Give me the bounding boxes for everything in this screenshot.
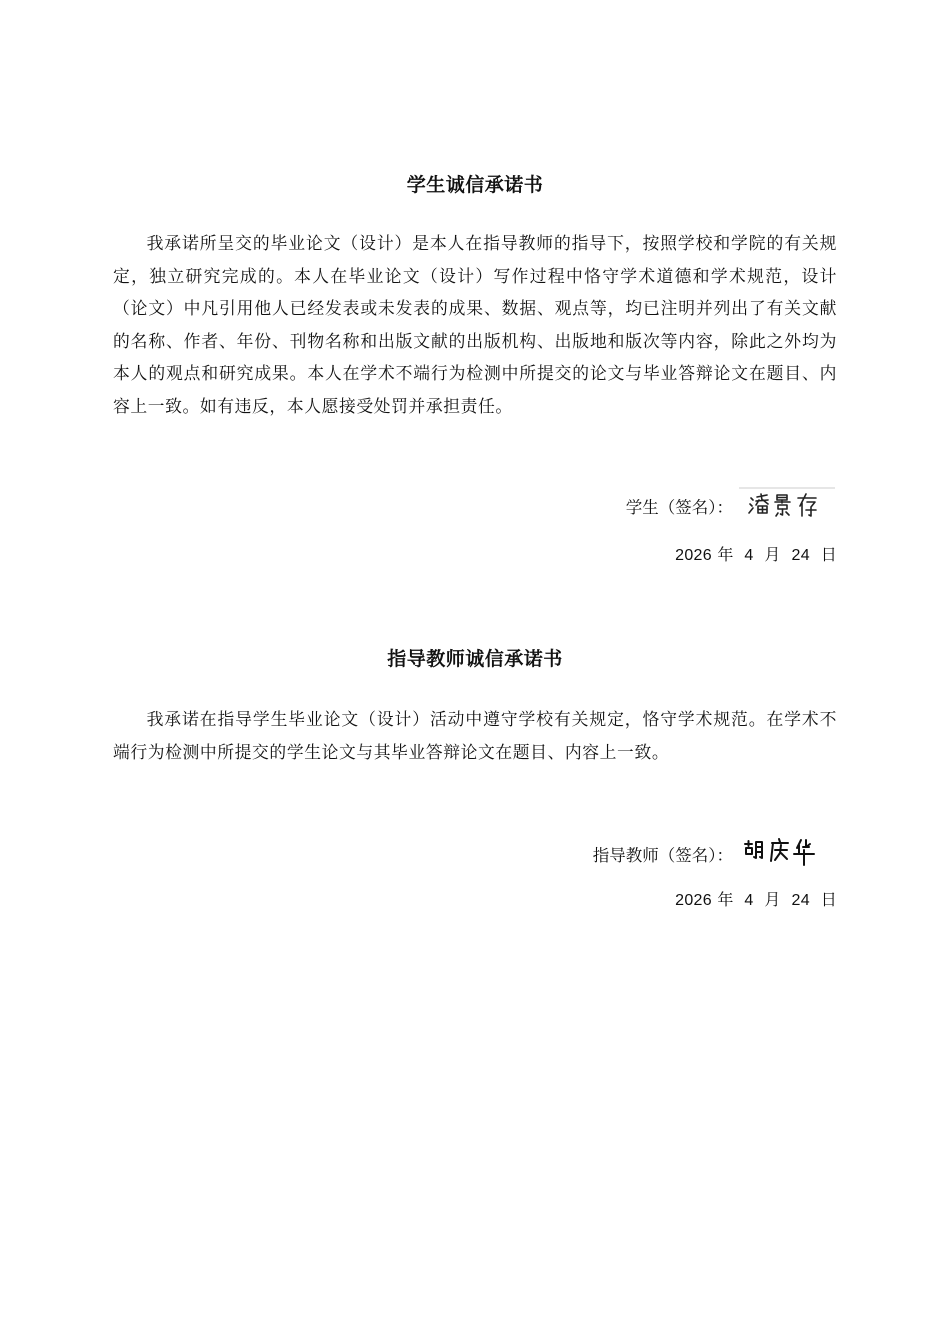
advisor-signature-row (593, 834, 837, 868)
advisor-pledge-title: 指导教师诚信承诺书 (387, 648, 563, 670)
advisor-pledge-paragraph: 我承诺在指导学生毕业论文（设计）活动中遵守学校有关规定，恪守学术规范。在学术不端行为检测中所提交的学生论文与其毕业答辩论文在题目、内容上一致。 (113, 709, 837, 762)
student-date-day-unit: 日 (820, 545, 837, 564)
advisor-date (675, 887, 837, 910)
advisor-date-day: 24 (791, 892, 810, 909)
student-date-year: 2026 (675, 547, 712, 564)
student-date (675, 542, 837, 565)
advisor-handwritten-signature (737, 834, 837, 868)
advisor-date-year-unit: 年 (717, 890, 734, 909)
student-signature-label: 学生（签名）： (625, 498, 733, 517)
student-date-day: 24 (791, 547, 810, 564)
student-signature-row (626, 486, 837, 520)
advisor-date-month-unit: 月 (764, 890, 781, 909)
student-date-month: 4 (744, 547, 754, 564)
advisor-signature-label: 指导教师（签名）： (592, 846, 733, 865)
student-handwritten-signature (737, 486, 837, 520)
advisor-date-month: 4 (744, 892, 754, 909)
advisor-date-day-unit: 日 (820, 890, 837, 909)
student-pledge-paragraph: 我承诺所呈交的毕业论文（设计）是本人在指导教师的指导下，按照学校和学院的有关规定，独立研究完成的。本人在毕业论文（设计）写作过程中恪守学术道德和学术规范，设计（论文）中凡引用他人已经发表或未发表的成果、数据、观点等，均已注明并列出了有关文献的名称、作者、年份、刊物名称和出版文献的出版机构、出版地和版次等内容，除此之外均为本人的观点和研究成果。本人在学术不端行为检测中所提交的论文与毕业答辩论文在题目、内容上一致。如有违反，本人愿接受处罚并承担责任。 (113, 233, 837, 416)
student-pledge-title: 学生诚信承诺书 (406, 174, 544, 196)
student-date-month-unit: 月 (764, 545, 781, 564)
advisor-date-year: 2026 (675, 892, 712, 909)
student-date-year-unit: 年 (717, 545, 734, 564)
